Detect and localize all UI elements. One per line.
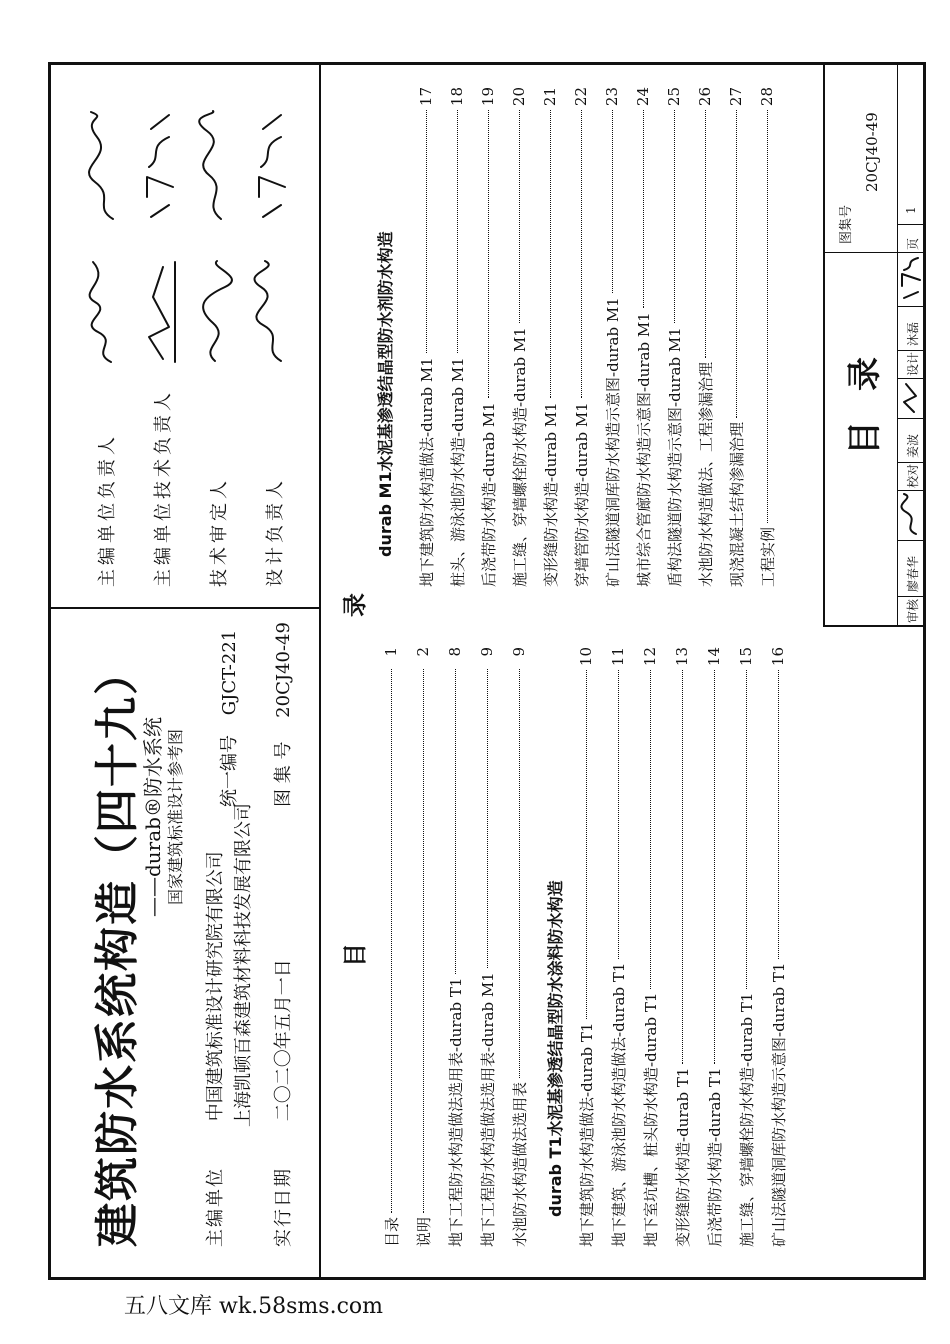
toc-entry[interactable] — [667, 647, 697, 1247]
toc-entry-page: 16 — [769, 647, 787, 667]
date-row — [269, 959, 295, 1247]
m1-section-title: durab M1水泥基渗透结晶型防水剂防水构造 — [376, 231, 395, 557]
signature-graphic — [139, 257, 179, 367]
toc-entry[interactable] — [603, 647, 633, 1247]
toc-entry-page: 23 — [603, 87, 621, 107]
toc-entry[interactable] — [752, 87, 782, 587]
toc-entry-page: 15 — [737, 647, 755, 667]
toc-entry[interactable] — [411, 87, 441, 587]
leader-dots — [487, 110, 489, 398]
toc-entry-page: 24 — [634, 87, 652, 107]
signature-graphic — [898, 256, 922, 304]
responsibility-panel — [51, 65, 321, 607]
responsibility-label: 主编单位负责人 — [97, 433, 118, 587]
toc-entry-page: 11 — [609, 647, 627, 667]
toc-entry-title: 地下建筑防水构造做法-durab T1 — [577, 1022, 596, 1247]
signature-muley-graphic — [139, 107, 179, 227]
toc-entry[interactable] — [635, 647, 665, 1247]
toc-entry-title: 水池防水构造做法选用表 — [510, 1081, 529, 1247]
leader-dots — [580, 110, 582, 398]
toc-entry-title: 水池防水构造做法、工程渗漏治理 — [696, 361, 715, 587]
signoff-row — [897, 65, 924, 625]
toc-entry-page: 18 — [448, 87, 466, 107]
toc-entry[interactable] — [659, 87, 689, 587]
leader-dots — [486, 669, 488, 968]
atlas-code-row — [269, 622, 295, 807]
rotated-content — [51, 65, 923, 1277]
toc-entry-page: 20 — [510, 87, 528, 107]
leader-dots — [390, 669, 392, 1213]
toc-entry-page: 21 — [541, 87, 559, 107]
toc-entry[interactable] — [597, 87, 627, 587]
leader-dots — [425, 110, 427, 353]
leader-dots — [649, 670, 651, 989]
atlas-subtitle: ——durab®防水系统 — [141, 717, 165, 917]
editor-row-2 — [229, 803, 255, 1127]
leader-dots — [422, 669, 424, 1213]
toc-entry[interactable] — [731, 647, 761, 1247]
signature-graphic — [83, 107, 123, 227]
toc-entry-page: 27 — [727, 87, 745, 107]
atlas-label: 图 集 号 — [273, 741, 294, 807]
date-label: 实行日期 — [273, 1167, 294, 1247]
leader-dots — [585, 670, 587, 1019]
signature-graphic — [251, 257, 291, 367]
toc-entry-title: 桩头、游泳池防水构造-durab M1 — [448, 357, 467, 587]
leader-dots — [518, 110, 520, 323]
toc-entry-title: 变形缝防水构造-durab M1 — [541, 402, 560, 587]
toc-entry-page: 13 — [673, 647, 691, 667]
reference-note: 国家建筑标准设计参考图 — [166, 728, 185, 905]
title-block — [823, 65, 923, 1277]
toc-entry[interactable] — [535, 87, 565, 587]
unified-code-row — [215, 630, 241, 807]
signature-graphic — [898, 492, 922, 538]
cover-panel — [51, 607, 321, 1277]
toc-entry[interactable] — [473, 87, 503, 587]
toc-entry-title: 矿山法隧道洞库防水构造示意图-durab T1 — [769, 962, 788, 1247]
toc-entry-title: 地下工程防水构造做法选用表-durab M1 — [478, 972, 497, 1247]
toc-right-column — [321, 65, 823, 627]
leader-dots — [777, 670, 779, 959]
toc-entry-title: 穿墙管防水构造-durab M1 — [572, 402, 591, 587]
atlas-code-box — [825, 64, 897, 253]
toc-entry-title: 地下工程防水构造做法选用表-durab T1 — [446, 977, 465, 1247]
toc-entry-title: 工程实例 — [758, 526, 777, 587]
toc-entry-page: 26 — [696, 87, 714, 107]
leader-dots — [681, 670, 683, 1064]
title-block-frame — [823, 65, 923, 627]
toc-heading: 录 — [340, 591, 369, 617]
responsibility-label: 主编单位技术负责人 — [153, 389, 174, 587]
design-label: 设计 — [898, 351, 924, 379]
toc-entry[interactable] — [408, 647, 438, 1247]
leader-dots — [617, 670, 619, 959]
leader-dots — [642, 110, 644, 308]
toc-entry-title: 矿山法隧道洞库防水构造示意图-durab M1 — [603, 297, 622, 587]
atlas-code-label: 图集号 — [839, 204, 854, 244]
toc-entry[interactable] — [699, 647, 729, 1247]
toc-entry-page: 9 — [478, 647, 496, 657]
check-signature — [898, 379, 924, 419]
atlas-code-value: 20CJ40-49 — [863, 112, 881, 192]
page-value: 1 — [898, 65, 924, 225]
signature-graphic — [195, 107, 235, 227]
editor-name-2: 上海凯顿百森建筑材料科技发展有限公司 — [233, 803, 254, 1127]
toc-entry[interactable] — [566, 87, 596, 587]
toc-entry-title: 地下建筑、游泳池防水构造做法-durab T1 — [609, 962, 628, 1247]
toc-entry-title: 现浇混凝土结构渗漏治理 — [727, 421, 746, 587]
editor-row-1 — [201, 851, 227, 1247]
leader-dots — [704, 110, 706, 358]
signature-graphic — [898, 380, 922, 416]
review-signature — [898, 491, 924, 541]
signature-muley-graphic — [251, 107, 291, 227]
leader-dots — [745, 670, 747, 989]
toc-heading: 目 — [340, 941, 369, 967]
toc-entry-title: 城市综合管廊防水构造示意图-durab M1 — [634, 312, 653, 587]
leader-dots — [673, 110, 675, 323]
check-name: 姜波 — [898, 419, 924, 463]
responsibility-label: 设计负责人 — [265, 477, 286, 587]
responsibility-row — [137, 87, 183, 587]
toc-entry-page: 17 — [417, 87, 435, 107]
editor-name-1: 中国建筑标准设计研究院有限公司 — [205, 851, 226, 1122]
leader-dots — [611, 110, 613, 293]
toc-entry-page: 8 — [446, 647, 464, 657]
responsibility-row — [193, 87, 239, 587]
leader-dots — [454, 669, 456, 974]
toc-entry[interactable] — [571, 647, 601, 1247]
review-label: 审核 — [906, 598, 920, 623]
date-value: 二〇二〇年五月一日 — [273, 959, 294, 1122]
toc-entry[interactable] — [440, 647, 470, 1247]
toc-entry-page: 1 — [382, 647, 400, 657]
toc-entry-title: 施工缝、穿墙螺栓防水构造-durab T1 — [737, 992, 756, 1247]
design-name: 沐磊 — [898, 307, 924, 351]
toc-entry-title: 盾构法隧道防水构造示意图-durab M1 — [665, 327, 684, 587]
watermark-footer: 五八文库 wk.58sms.com — [124, 1294, 384, 1319]
toc-entry-title: 施工缝、穿墙螺栓防水构造-durab M1 — [510, 327, 529, 587]
responsibility-row — [249, 87, 295, 587]
toc-entry[interactable] — [504, 647, 534, 1247]
leader-dots — [456, 110, 458, 353]
toc-entry-page: 9 — [510, 647, 528, 657]
toc-entry-title: 地下建筑防水构造做法-durab M1 — [417, 357, 436, 587]
t1-section-title: durab T1水泥基渗透结晶型防水涂料防水构造 — [546, 880, 565, 1217]
leader-dots — [766, 110, 768, 523]
toc-entry-page: 22 — [572, 87, 590, 107]
leader-dots — [549, 110, 551, 398]
toc-entry[interactable] — [472, 647, 502, 1247]
toc-entry[interactable] — [376, 647, 406, 1247]
atlas-code: 20CJ40-49 — [273, 622, 294, 718]
toc-entry-title: 说明 — [414, 1216, 433, 1247]
toc-entry[interactable] — [721, 87, 751, 587]
toc-entry-page: 25 — [665, 87, 683, 107]
design-signature — [898, 253, 924, 307]
toc-entry-title: 变形缝防水构造-durab T1 — [673, 1067, 692, 1247]
toc-entry-title: 后浇带防水构造-durab M1 — [479, 402, 498, 587]
toc-entry-title: 目录 — [382, 1216, 401, 1247]
toc-entry-page: 19 — [479, 87, 497, 107]
unified-label: 统一编号 — [219, 735, 240, 807]
review-name: 廖春华 — [898, 541, 924, 597]
signature-graphic — [83, 257, 123, 367]
responsibility-row — [81, 87, 127, 587]
check-label: 校对 — [898, 463, 924, 491]
toc-left-column — [321, 627, 823, 1277]
toc-entry[interactable] — [628, 87, 658, 587]
toc-entry-page: 28 — [758, 87, 776, 107]
leader-dots — [735, 110, 737, 418]
toc-entry-title: 地下室坑槽、桩头防水构造-durab T1 — [641, 992, 660, 1247]
toc-entry[interactable] — [504, 87, 534, 587]
toc-entry-page: 14 — [705, 647, 723, 667]
leader-dots — [713, 670, 715, 1064]
atlas-title: 建筑防水系统构造（四十九） — [92, 649, 143, 1247]
unified-code: GJCT-221 — [219, 629, 240, 716]
leader-dots — [518, 669, 520, 1078]
toc-entry[interactable] — [442, 87, 472, 587]
toc-entry[interactable] — [763, 647, 793, 1247]
toc-entry-page: 10 — [577, 647, 595, 667]
toc-entry-page: 12 — [641, 647, 659, 667]
toc-entry-title: 后浇带防水构造-durab T1 — [705, 1067, 724, 1247]
signature-graphic — [195, 257, 235, 367]
toc-entry-page: 2 — [414, 647, 432, 657]
responsibility-label: 技术审定人 — [209, 477, 230, 587]
drawing-title: 目录 — [845, 327, 885, 455]
editor-label: 主编单位 — [205, 1167, 226, 1247]
drawing-sheet — [48, 62, 926, 1280]
toc-entry[interactable] — [690, 87, 720, 587]
page-label: 页 — [898, 225, 924, 253]
